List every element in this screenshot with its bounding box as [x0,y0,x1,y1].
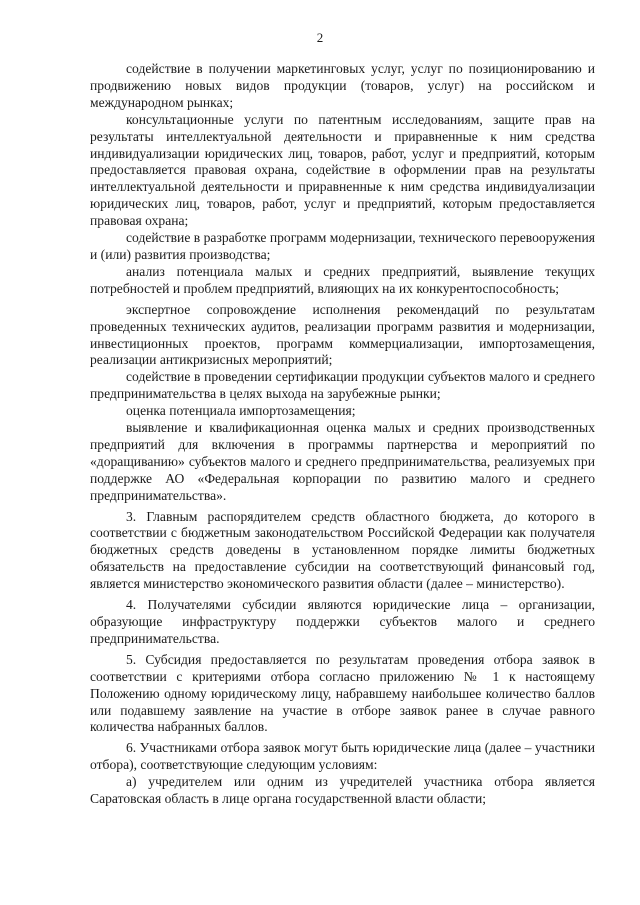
paragraph-clause-6a: а) учредителем или одним из учредителей участника отбора является Саратовская область в лице органа государственной власти области; [90,774,595,807]
paragraph-modernization: содействие в разработке программ модернизации, технического перевооружения и (или) развития производства; [90,230,595,262]
paragraph-clause-6: 6. Участниками отбора заявок могут быть юридические лица (далее – участники отбора), соответствующие следующим условиям: [90,740,595,773]
paragraph-clause-4: 4. Получателями субсидии являются юридические лица – организации, образующие инфраструктуру поддержки субъектов малого и среднего предпринимательства. [90,597,595,646]
page-number: 2 [316,30,324,45]
document-body [90,61,595,808]
paragraph-patent-consulting: консультационные услуги по патентным исследованиям, защите прав на результаты интеллектуальной деятельности и приравненные к ним средства индивидуализации юридических лиц, товаров, работ, услуг и предприятий, которым предоставляется правовая охрана, содействие в оформлении прав на результаты интеллектуальной деятельности и приравненные к ним средства индивидуализации юридических лиц, товаров, работ, услуг и предприятий, которым предоставляется правовая охрана; [90,111,595,229]
paragraph-clause-5: 5. Субсидия предоставляется по результатам проведения отбора заявок в соответствии с критериями отбора согласно приложению № 1 к настоящему Положению одному юридическому лицу, набравшему наибольшее количество баллов или подавшему заявление на участие в отборе заявок ранее в случае равного количества набранных баллов. [90,651,595,735]
paragraph-marketing: содействие в получении маркетинговых услуг, услуг по позиционированию и продвижению новых видов продукции (товаров, услуг) на российском и международном рынках; [90,61,595,110]
paragraph-expert-support: экспертное сопровождение исполнения рекомендаций по результатам проведенных технических аудитов, реализации программ развития и модернизации, инвестиционных проектов, программ коммерциализации, импортозамещения, реализации антикризисных мероприятий; [90,301,595,368]
paragraph-potential-analysis: анализ потенциала малых и средних предприятий, выявление текущих потребностей и проблем предприятий, влияющих на их конкурентоспособность; [90,263,595,296]
paragraph-clause-3: 3. Главным распорядителем средств областного бюджета, до которого в соответствии с бюджетным законодательством Российской Федерации как получателя бюджетных средств доведены в установленном порядке лимиты бюджетных обязательств на предоставление субсидии на соответствующий финансовый год, является министерство экономического развития области (далее – министерство). [90,508,595,592]
paragraph-import-substitution: оценка потенциала импортозамещения; [126,403,356,419]
paragraph-partnership: выявление и квалификационная оценка малых и средних производственных предприятий для включения в программы партнерства и мероприятий по «доращиванию» субъектов малого и среднего предпринимательства, реализуемых при поддержке АО «Федеральная корпорации по развитию малого и среднего предпринимательства». [90,420,595,503]
paragraph-certification: содействие в проведении сертификации продукции субъектов малого и среднего предпринимательства в целях выхода на зарубежные рынки; [90,369,595,402]
